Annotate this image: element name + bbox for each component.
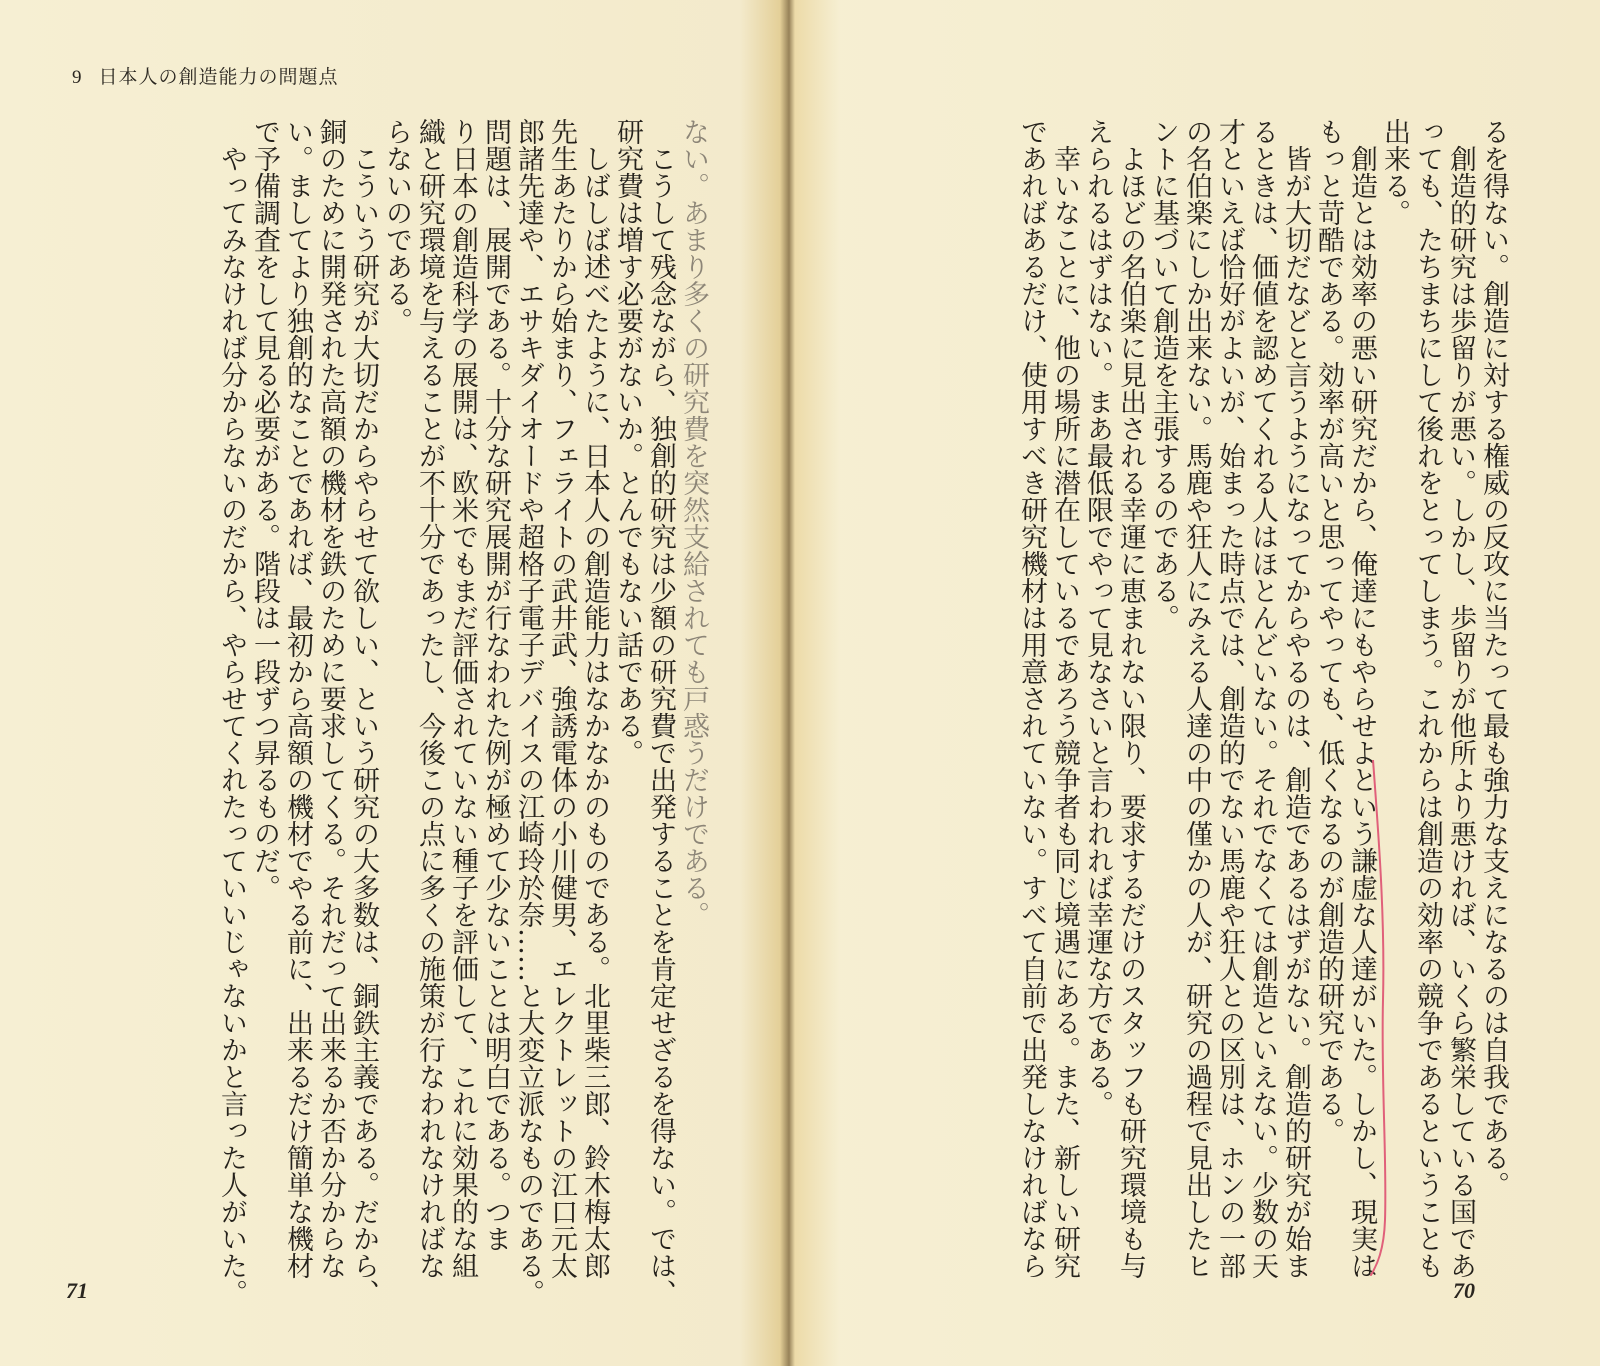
text-column: 才といえば恰好がよいが、始まった時点では、創造的でない馬鹿や狂人との区別は、ホンの一部 xyxy=(1214,118,1245,1279)
pen-annotation-mark xyxy=(1365,760,1395,1280)
text-column: い。ましてより独創的なことであれば、最初から高額の機材でやる前に、出来るだけ簡単な機材 xyxy=(282,118,313,1279)
text-column: るときは、価値を認めてくれる人はほとんどいない。それでなくては創造といえない。少数の天 xyxy=(1247,118,1278,1279)
text-column: るを得ない。創造に対する権威の反攻に当たって最も強力な支えになるのは自我である。 xyxy=(1478,118,1509,1198)
text-column: り日本の創造科学の展開は、欧米でもまだ評価されていない種子を評価して、これに効果的な組 xyxy=(447,118,478,1279)
chapter-number: 9 xyxy=(72,67,83,88)
text-column: こうして残念ながら、独創的研究は少額の研究費で出発することを肯定せざるを得ない。では、 xyxy=(645,118,676,1306)
text-column: 研究費は増す必要がないか。とんでもない話である。 xyxy=(612,118,643,766)
text-column: こういう研究が大切だからやらせて欲しい、という研究の大多数は、銅鉄主義である。だから、 xyxy=(348,118,379,1306)
text-column: しばしば述べたように、日本人の創造能力はなかなかのものである。北里柴三郎、鈴木梅太郎 xyxy=(579,118,610,1279)
text-column: えられるはずはない。まあ最低限でやって見なさいと言われれば幸運な方である。 xyxy=(1082,118,1113,1117)
left-page xyxy=(0,0,790,1366)
text-column: で予備調査をして見る必要がある。階段は一段ずつ昇るものだ。 xyxy=(249,118,280,901)
text-column: 出来る。 xyxy=(1379,118,1410,226)
text-column: やってみなければ分からないのだから、やらせてくれたっていいじゃないかと言った人がいた。 xyxy=(216,118,247,1306)
page-number-left: 71 xyxy=(66,1278,88,1303)
text-column: 幸いなことに、他の場所に潜在しているであろう競争者も同じ境遇にある。また、新しい研究 xyxy=(1049,118,1080,1279)
text-column: もっと苛酷である。効率が高いと思ってやっても、低くなるのが創造的研究である。 xyxy=(1313,118,1344,1144)
right-page-text xyxy=(818,118,1510,1279)
text-column: ない。あまり多くの研究費を突然支給されても戸惑うだけである。 xyxy=(678,118,709,928)
running-head xyxy=(72,62,339,89)
page-number-right: 70 xyxy=(1453,1278,1475,1303)
text-column: の名伯楽にしか出来ない。馬鹿や狂人にみえる人達の中の僅かの人が、研究の過程で見出したヒ xyxy=(1181,118,1212,1279)
text-column: らないのである。 xyxy=(381,118,412,334)
text-column: よほどの名伯楽に見出される幸運に恵まれない限り、要求するだけのスタッフも研究環境も与 xyxy=(1115,118,1146,1279)
text-column: 先生あたりから始まり、フェライトの武井武、強誘電体の小川健男、エレクトレットの江口元太 xyxy=(546,118,577,1279)
text-column: っても、たちまちにして後れをとってしまう。これからは創造の効率の競争であるということも xyxy=(1412,118,1443,1279)
text-column: ントに基づいて創造を主張するのである。 xyxy=(1148,118,1179,631)
text-column: 銅のために開発された高額の機材を鉄のために要求してくる。それだって出来るか否か分からな xyxy=(315,118,346,1279)
text-column: 創造的研究は歩留りが悪い。しかし、歩留りが他所より悪ければ、いくら繁栄している国であ xyxy=(1445,118,1476,1279)
text-column: 創造とは効率の悪い研究だから、俺達にもやらせよという謙虚な人達がいた。しかし、現実は xyxy=(1346,118,1377,1279)
text-column: 織と研究環境を与えることが不十分であったし、今後この点に多くの施策が行なわれなければな xyxy=(414,118,445,1279)
chapter-title: 日本人の創造能力の問題点 xyxy=(98,67,339,88)
text-column: であればあるだけ、使用すべき研究機材は用意されていない。すべて自前で出発しなければなら xyxy=(1016,118,1047,1279)
text-column: 問題は、展開である。十分な研究展開が行なわれた例が極めて少ないことは明白である。つま xyxy=(480,118,511,1252)
text-column: 郎諸先達や、エサキダイオードや超格子電子デバイスの江崎玲於奈……と大変立派なものである。 xyxy=(513,118,544,1306)
text-column: 皆が大切だなどと言うようになってからやるのは、創造であるはずがない。創造的研究が始ま xyxy=(1280,118,1311,1279)
